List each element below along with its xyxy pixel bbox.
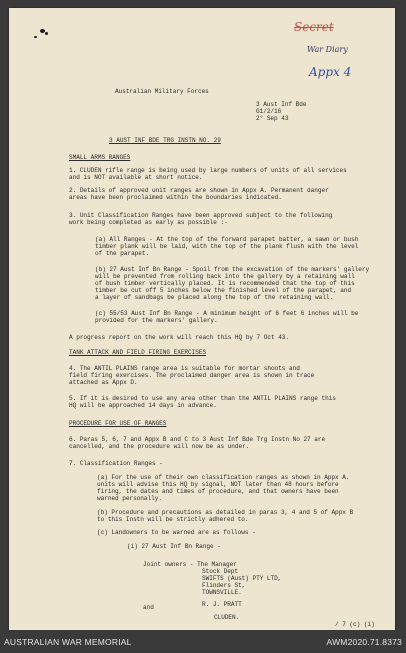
para-line: (i) 27 Aust Inf Bn Range -: [127, 543, 221, 550]
para-line: a layer of sandbags be placed along the top of the retaining wall.: [95, 294, 334, 301]
para-line: to this Instn will be strictly adhered to.: [97, 516, 249, 523]
para-line: A progress report on the work will reach this HQ by 7 Oct 43.: [69, 334, 290, 341]
para-line: CLUDEN.: [214, 614, 240, 621]
section-heading: PROCEDURE FOR USE OF RANGES: [69, 420, 167, 427]
ref-date: 2° Sep 43: [256, 115, 289, 122]
footer-right: AWM2020.71.8373: [326, 637, 402, 647]
para-line: 4. The ANTIL PLAINS range area is suitable for mortar shoots and: [69, 365, 300, 372]
para-line: (a) For the use of their own classification ranges as shown in Appx A.: [97, 474, 350, 481]
para-line: areas have been proclaimed within the boundaries indicated.: [69, 194, 282, 201]
ref-file: G1/2/16: [256, 108, 282, 115]
para-line: Joint owners - The Manager: [143, 561, 237, 568]
document-page: [9, 8, 395, 630]
archive-footer: [0, 630, 406, 653]
para-line: of the parapet.: [95, 250, 150, 257]
para-line: field firing exercises. The proclaimed danger area is shown in trace: [69, 372, 315, 379]
para-line: (c) Landowners to be warned are as follows -: [97, 529, 256, 536]
section-heading: SMALL ARMS RANGES: [69, 154, 131, 161]
para-line: 7. Classification Ranges -: [69, 460, 163, 467]
para-line: provided for the markers' gallery.: [95, 317, 218, 324]
para-line: timber be cut off 5 inches below the finished level of the parapet, and: [95, 287, 352, 294]
handwritten-war-diary: War Diary: [307, 45, 348, 54]
para-line: firing, the dates and times of procedure, and that owners have been: [97, 488, 339, 495]
ink-blot: [34, 36, 37, 38]
para-line: SWIFTS (Aust) PTY LTD,: [202, 575, 282, 582]
para-line: work being completed as early as possible :-: [69, 219, 228, 226]
para-line: Stock Dept: [202, 568, 239, 575]
ink-blot: [45, 32, 48, 35]
handwritten-appx: Appx 4: [309, 65, 352, 79]
instruction-heading: 3 AUST INF BDE TRG INSTN NO. 29: [109, 137, 221, 144]
footer-left: AUSTRALIAN WAR MEMORIAL: [4, 637, 132, 647]
para-line: HQ will be approached 14 days in advance.: [69, 402, 217, 409]
para-line: TOWNSVILLE.: [202, 589, 242, 596]
page-continuation: / 7 (c) (i): [335, 621, 375, 628]
para-line: R. J. PRATT: [202, 601, 242, 608]
ref-unit: 3 Aust Inf Bde: [256, 101, 307, 108]
para-line: timber plank will be laid, with the top of the plank flush with the level: [95, 243, 359, 250]
para-line: (b) 27 Aust Inf Bn Range - Spoil from the excavation of the markers' gallery: [95, 266, 370, 273]
document-title: Australian Military Forces: [115, 88, 209, 95]
para-line: 2. Details of approved unit ranges are shown in Appx A. Permanent danger: [69, 187, 329, 194]
para-line: 3. Unit Classification Ranges have been approved subject to the following: [69, 212, 333, 219]
para-line: (c) 55/53 Aust Inf Bn Range - A minimum height of 6 feet 6 inches will be: [95, 310, 359, 317]
para-line: cancelled, and the procedure will now be as under.: [69, 443, 250, 450]
para-line: warned personally.: [97, 495, 162, 502]
para-line: attached as Appx D.: [69, 379, 138, 386]
para-line: and is NOT available at short notice.: [69, 174, 203, 181]
handwritten-secret: Secret: [294, 20, 334, 34]
para-line: 1. CLUDEN rifle range is being used by large numbers of units of all services: [69, 167, 347, 174]
para-line: and: [143, 604, 154, 611]
para-line: Flinders St,: [202, 582, 246, 589]
para-line: (b) Procedure and precautions as detailed in paras 3, 4 and 5 of Appx B: [97, 509, 354, 516]
para-line: will be prevented from rolling back into the gallery by a retaining wall: [95, 273, 355, 280]
para-line: 6. Paras 5, 6, 7 and Appx B and C to 3 Aust Inf Bde Trg Instn No 27 are: [69, 436, 326, 443]
para-line: 5. If it is desired to use any area other than the ANTIL PLAINS range this: [69, 395, 336, 402]
para-line: units will advise this HQ by signal, NOT later than 48 hours before: [97, 481, 339, 488]
para-line: of bush timber vertically placed. It is recommended that the top of this: [95, 280, 355, 287]
para-line: (a) All Ranges - At the top of the forward parapet batter, a sawn or bush: [95, 236, 359, 243]
section-heading: TANK ATTACK AND FIELD FIRING EXERCISES: [69, 349, 207, 356]
